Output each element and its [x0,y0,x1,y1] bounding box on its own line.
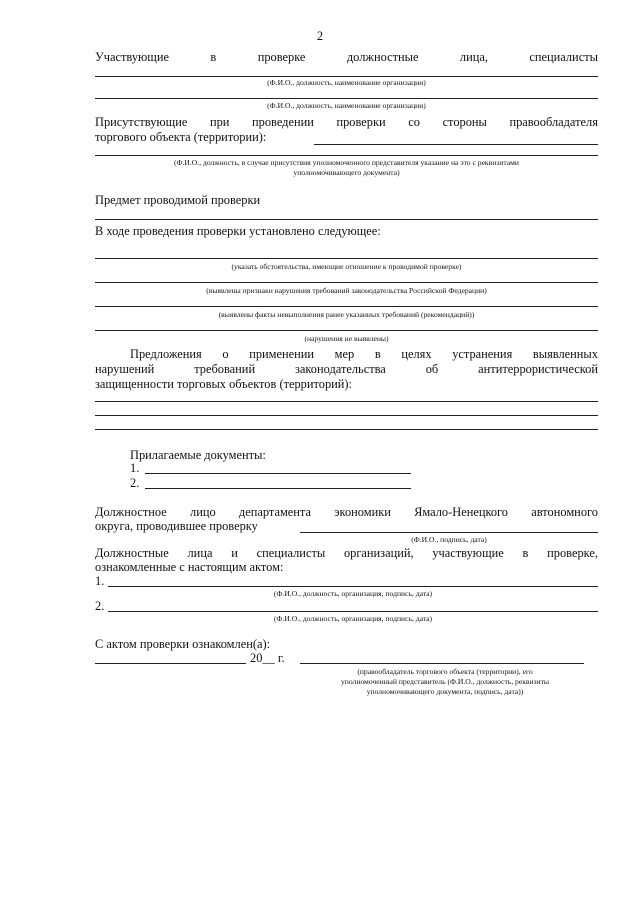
acquainted-word: проверке, [547,546,598,560]
attachments-heading: Прилагаемые документы: [130,448,266,462]
attachment-field-2[interactable] [145,488,411,489]
owner-ack-caption-2: уполномоченный представитель (Ф.И.О., должность, реквизиты [340,677,550,686]
present-line-extra[interactable] [95,155,598,156]
proposals-word: законодательства [295,362,386,376]
acquainted-word: лица [187,546,213,560]
participants-word: специалисты [529,50,598,64]
proposals-word: о [222,347,229,361]
proposals-line-3: защищенности торговых объектов (территорий): [95,377,352,391]
proposals-field-2[interactable] [95,415,598,416]
findings-caption-1: (указать обстоятельства, имеющие отношение к проводимой проверке) [231,262,462,271]
findings-caption-3: (выявлены факты невыполнения ранее указанных требований (рекомендаций)) [218,310,475,319]
acquainted-field-1[interactable] [108,586,598,587]
findings-caption-4: (нарушения не выявлены) [304,334,389,343]
present-caption-1: (Ф.И.О., должность, в случае присутствия уполномоченного представителя указание на это с реквизитами [174,158,519,167]
owner-ack-caption-1: (правообладатель торгового объекта (территории), его [357,667,533,676]
present-heading [95,115,598,129]
acquainted-word: в [522,546,529,560]
proposals-line-1 [130,347,598,361]
participants-word: должностные [346,50,419,64]
present-caption-2: уполномочивающего документа) [293,168,400,177]
owner-ack-day-field[interactable] [95,663,246,664]
owner-ack-field[interactable] [300,663,584,664]
proposals-word: в [374,347,381,361]
subject-label: Предмет проводимой проверки [95,193,261,207]
participants-word: проверке [257,50,306,64]
official-word: автономного [531,505,598,519]
participants-word: Участвующие [95,50,169,64]
acquainted-word: и [231,546,238,560]
present-word: Присутствующие [95,115,188,129]
owner-ack-caption-3: уполномочивающего документа, подпись, дата)) [366,687,524,696]
subject-line[interactable] [95,219,598,220]
acquainted-number-2: 2. [95,599,105,613]
proposals-word: антитеррористической [478,362,598,376]
present-word: проведении [252,115,314,129]
official-word: экономики [334,505,391,519]
present-word: стороны [442,115,487,129]
proposals-word: применении [249,347,315,361]
proposals-field-1[interactable] [95,401,598,402]
official-line-2: округа, проводившее проверку [95,519,258,533]
findings-line-2[interactable] [95,282,598,283]
findings-line-3[interactable] [95,306,598,307]
present-word: при [209,115,230,129]
official-word: департамента [238,505,311,519]
page-number: 2 [316,29,324,43]
present-word: со [408,115,420,129]
participants-line-1[interactable] [95,76,598,77]
official-word: лицо [190,505,216,519]
findings-line-4[interactable] [95,330,598,331]
participants-line-2[interactable] [95,98,598,99]
acquainted-number-1: 1. [95,574,105,588]
acquainted-word: организаций, [343,546,414,560]
proposals-word: устранения [452,347,513,361]
owner-ack-year: 20__ г. [250,651,285,665]
acquainted-word: специалисты [256,546,326,560]
official-field[interactable] [300,532,598,533]
participants-caption-1: (Ф.И.О., должность, наименование организации) [267,78,426,87]
proposals-word: выявленных [532,347,598,361]
proposals-line-2 [95,362,598,376]
present-word: правообладателя [509,115,598,129]
present-line-2: торгового объекта (территории): [95,130,267,144]
present-word: проверки [336,115,386,129]
official-caption: (Ф.И.О., подпись, дата) [411,535,487,544]
proposals-word: об [425,362,439,376]
official-word: Должностное [95,505,167,519]
proposals-word: требований [194,362,256,376]
acquainted-line-1 [95,546,598,560]
findings-line-1[interactable] [95,258,598,259]
official-line-1 [95,505,598,519]
participants-heading [95,50,598,64]
attachment-field-1[interactable] [145,473,411,474]
proposals-word: целях [401,347,432,361]
acquainted-word: участвующие [432,546,504,560]
acquainted-caption-1: (Ф.И.О., должность, организация, подпись, дата) [273,589,433,598]
acquainted-field-2[interactable] [108,611,598,612]
proposals-word: нарушений [95,362,155,376]
findings-heading: В ходе проведения проверки установлено следующее: [95,224,381,238]
proposals-word: мер [334,347,355,361]
acquainted-caption-2: (Ф.И.О., должность, организация, подпись, дата) [273,614,433,623]
attachment-number-1: 1. [130,461,140,475]
proposals-word: Предложения [130,347,202,361]
findings-caption-2: (выявлены признаки нарушения требований законодательства Российской Федерации) [206,286,487,295]
participants-word: в [210,50,217,64]
participants-caption-2: (Ф.И.О., должность, наименование организации) [267,101,426,110]
official-word: Ямало-Ненецкого [414,505,509,519]
participants-word: лица, [459,50,488,64]
present-field[interactable] [314,144,598,145]
attachment-number-2: 2. [130,476,140,490]
owner-ack-heading: С актом проверки ознакомлен(а): [95,637,271,651]
acquainted-word: Должностные [95,546,169,560]
acquainted-line-2: ознакомленные с настоящим актом: [95,560,284,574]
proposals-field-3[interactable] [95,429,598,430]
